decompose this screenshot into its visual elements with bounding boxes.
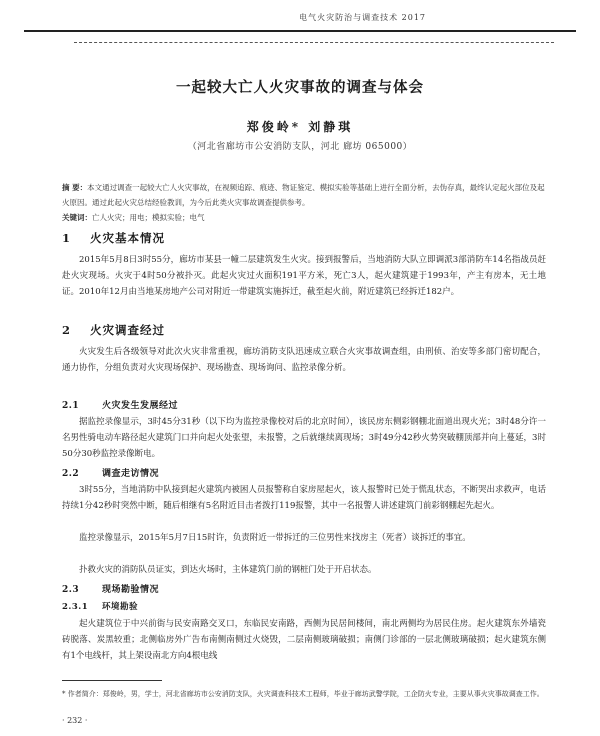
- paragraph-firefighters: 扑救火灾的消防队员证实，到达火场时，主体建筑门前的钢桩门处于开启状态。: [79, 565, 377, 575]
- paragraph-interviews: 3时55分，当地消防中队接到起火建筑内被困人员报警称自家房屋起火，该人报警时已处于慌乱状态，不断哭出求救声，电话持续1分42秒时突然中断，随后相继有5名附近目击者拨打119报警，其中一名报警人讲述建筑门前彩钢棚起先起火。: [62, 485, 546, 511]
- subsection-heading-2-1: [62, 398, 178, 411]
- abstract-text: [62, 180, 548, 210]
- header-rule: [24, 30, 576, 32]
- subsection-heading-2-3-1: [62, 600, 138, 612]
- section-heading-1: [62, 230, 165, 246]
- subsection-number: 2.3.1: [62, 602, 89, 612]
- article-authors: 郑俊岭* 刘静琪: [246, 120, 354, 134]
- keywords-label: 关键词：: [62, 213, 92, 222]
- section-heading-2: [62, 322, 165, 338]
- paragraph-fire-development: 据监控录像显示，3时45分31秒（以下均为监控录像校对后的北京时间），该民房东侧彩钢棚北面道出现火光；3时48分许一名男性骑电动车路径起火建筑门口并向起火处张望，未报警，之后就继续离现场；3时49分42秒火势突破棚顶部并向上蔓延，3时50分30秒监控录像断电。: [62, 417, 546, 459]
- journal-title: 电气火灾防治与调查技术 2017: [299, 13, 426, 22]
- subsection-number: 2.2: [62, 469, 80, 479]
- section-number: 1: [62, 231, 72, 245]
- section-title: 火灾基本情况: [90, 231, 165, 245]
- subsection-title: 调查走访情况: [102, 469, 160, 479]
- page-number: · 232 ·: [62, 716, 88, 725]
- section-number: 2: [62, 323, 72, 337]
- section-title: 火灾调查经过: [90, 323, 165, 337]
- abstract-label: 摘 要：: [62, 183, 88, 192]
- running-header: [24, 12, 576, 23]
- article-title: 一起较大亡人火灾事故的调查与体会: [176, 79, 424, 96]
- subsection-number: 2.3: [62, 585, 80, 595]
- subsection-title: 火灾发生发展经过: [102, 401, 179, 411]
- paragraph-basic-info: 2015年5月8日3时55分，廊坊市某县一幢二层建筑发生火灾。接到报警后，当地消防大队立即调派3部消防车14名指战员赶赴火灾现场。火灾于4时50分被扑灭。此起火灾过火面积191平方米，死亡3人，起火建筑建于1993年，产主有房本，无土地证。2010年12月由当地某房地产公司对附近一带建筑实施拆迁，截至起火前，附近建筑已经拆迁182户。: [62, 255, 546, 297]
- author-footnote: * 作者简介：郑俊岭，男，学士，河北省廊坊市公安消防支队，火灾调查科技术工程师，毕业于廊坊武警学院，工企防火专业，主要从事火灾事故调查工作。: [62, 690, 544, 698]
- header-dashed-rule: [74, 42, 554, 43]
- paragraph-surveillance: 监控录像显示，2015年5月7日15时许，负责附近一带拆迁的三位男性来找房主（死者）谈拆迁的事宜。: [79, 533, 471, 543]
- keywords-value: 亡人火灾；用电；模拟实验；电气: [92, 213, 205, 222]
- subsection-heading-2-3: [62, 582, 159, 595]
- subsection-title: 环境勘验: [102, 602, 139, 612]
- paragraph-investigation: 火灾发生后各级领导对此次火灾非常重视，廊坊消防支队迅速成立联合火灾事故调查组，由刑侦、治安等多部门密切配合，通力协作，分组负责对火灾现场保护、现场勘查、现场询问、监控录像分析。: [62, 347, 546, 373]
- abstract-block: [62, 180, 548, 225]
- subsection-heading-2-2: [62, 466, 159, 479]
- subsection-number: 2.1: [62, 401, 80, 411]
- footnote-rule: [62, 680, 162, 681]
- article-affiliation: （河北省廊坊市公安消防支队，河北 廊坊 065000）: [187, 142, 413, 152]
- keywords-line: [62, 210, 548, 225]
- subsection-title: 现场勘验情况: [102, 585, 160, 595]
- abstract-body: 本文通过调查一起较大亡人火灾事故，在视频追踪、痕迹、物证鉴定、模拟实验等基础上进行全面分析，去伪存真，最终认定起火部位及起火原因。通过此起火灾总结经验教训，为今后此类火灾事故调查提供参考。: [62, 183, 545, 207]
- paragraph-environment: 起火建筑位于中兴前街与民安南路交叉口，东临民安南路，西侧为民居间楼间，南北两侧均为居民住房。起火建筑东外墙瓷砖脱落、炭黑较重；北侧临房外广告布南侧南侧过火烧毁，二层南侧玻璃破损；南侧门诊部的一层北侧玻璃破损；起火建筑东侧有1个电线杆，其上架设南北方向4根电线: [62, 619, 546, 661]
